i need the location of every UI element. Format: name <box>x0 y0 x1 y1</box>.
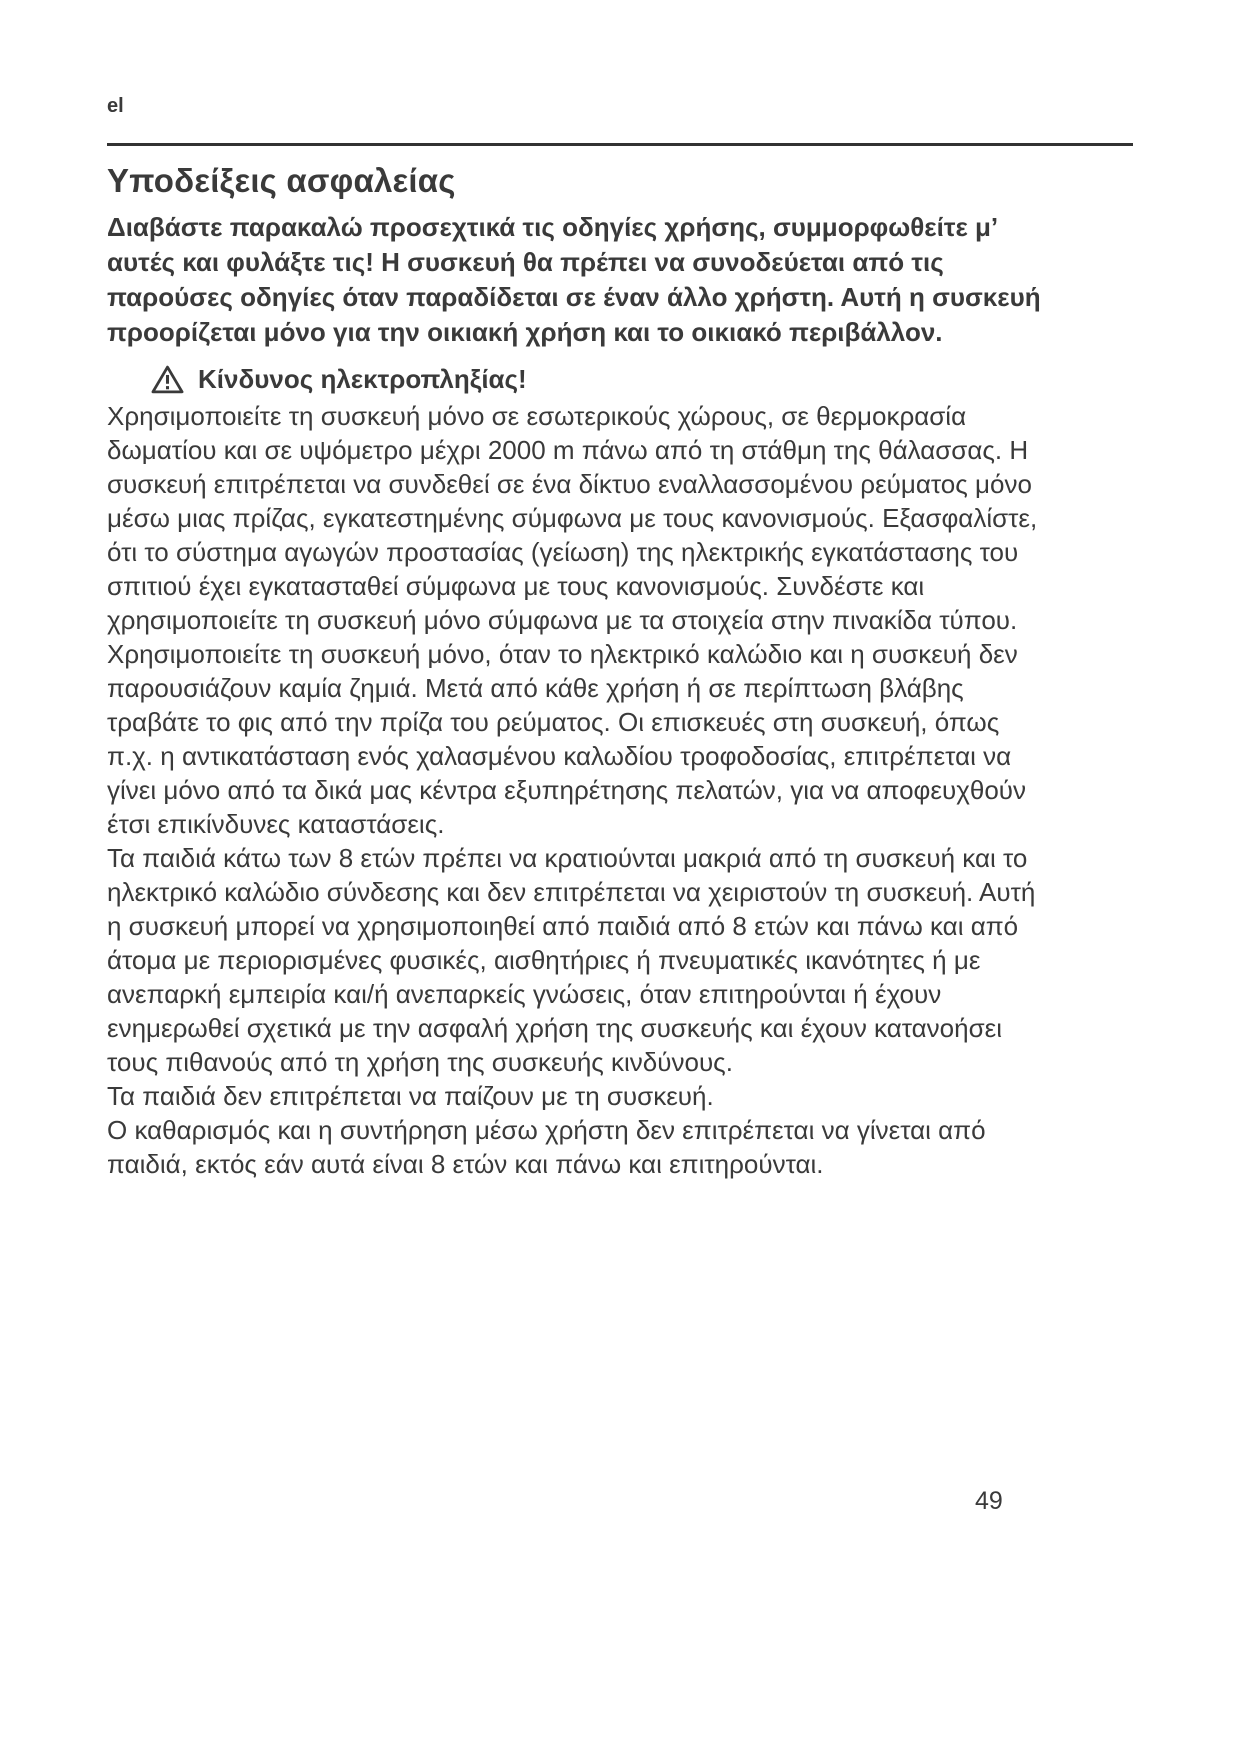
body-paragraph-no-playing: Τα παιδιά δεν επιτρέπεται να παίζουν με τη συσκευή. <box>107 1081 714 1111</box>
warning-heading-label: Κίνδυνος ηλεκτροπληξίας! <box>198 364 527 394</box>
page-content <box>107 95 1133 1181</box>
page-number: 49 <box>975 1487 1003 1515</box>
body-paragraph-children: Τα παιδιά κάτω των 8 ετών πρέπει να κρατιούνται μακριά από τη συσκευή και το ηλεκτρικό καλώδιο σύνδεσης και δεν επιτρέπεται να χειριστούν τη συσκευή. Αυτή η συσκευή μπορεί να χρησιμοποιηθεί από παιδιά από 8 ετών και πάνω και από άτομα με περιορισμένες φυσικές, αισθητήριες ή πνευματικές ικανότητες ή με ανεπαρκή εμπειρία και/ή ανεπαρκείς γνώσεις, όταν επιτηρούνται ή έχουν ενημερωθεί σχετικά με την ασφαλή χρήση της συσκευής και έχουν κατανοήσει τους πιθανούς από τη χρήση της συσκευής κινδύνους. <box>107 843 1036 1077</box>
intro-paragraph: Διαβάστε παρακαλώ προσεχτικά τις οδηγίες χρήσης, συμμορφωθείτε μ’ αυτές και φυλάξτε τις! Η συσκευή θα πρέπει να συνοδεύεται από τις παρούσες οδηγίες όταν παραδίδεται σε έναν άλλο χρήστη. Αυτή η συσκευή προορίζεται μόνο για την οικιακή χρήση και το οικιακό περιβάλλον. <box>107 212 1041 347</box>
language-code: el <box>107 95 124 117</box>
header-rule <box>107 143 1133 146</box>
warning-triangle-icon <box>151 365 184 394</box>
warning-heading <box>107 364 1042 395</box>
body-paragraph-safety: Χρησιμοποιείτε τη συσκευή μόνο σε εσωτερικούς χώρους, σε θερμοκρασία δωματίου και σε υψόμετρο μέχρι 2000 m πάνω από τη στάθμη της θάλασσας. Η συσκευή επιτρέπεται να συνδεθεί σε ένα δίκτυο εναλλασσομένου ρεύματος μόνο μέσω μιας πρίζας, εγκατεστημένης σύμφωνα με τους κανονισμούς. Εξασφαλίστε, ότι το σύστημα αγωγών προστασίας (γείωση) της ηλεκτρικής εγκατάστασης του σπιτιού έχει εγκατασταθεί σύμφωνα με τους κανονισμούς. Συνδέστε και χρησιμοποιείτε τη συσκευή μόνο σύμφωνα με τα στοιχεία στην πινακίδα τύπου. Χρησιμοποιείτε τη συσκευή μόνο, όταν το ηλεκτρικό καλώδιο και η συσκευή δεν παρουσιάζουν καμία ζημιά. Μετά από κάθε χρήση ή σε περίπτωση βλάβης τραβάτε το φις από την πρίζα του ρεύματος. Οι επισκευές στη συσκευή, όπως π.χ. η αντικατάσταση ενός χαλασμένου καλωδίου τροφοδοσίας, επιτρέπεται να γίνει μόνο από τα δικά μας κέντρα εξυπηρέτησης πελατών, για να αποφευχθούν έτσι επικίνδυνες καταστάσεις. <box>107 401 1038 839</box>
page-title: Υποδείξεις ασφαλείας <box>107 162 456 199</box>
body-paragraph-cleaning: Ο καθαρισμός και η συντήρηση μέσω χρήστη δεν επιτρέπεται να γίνεται από παιδιά, εκτός εάν αυτά είναι 8 ετών και πάνω και επιτηρούνται. <box>107 1115 986 1179</box>
